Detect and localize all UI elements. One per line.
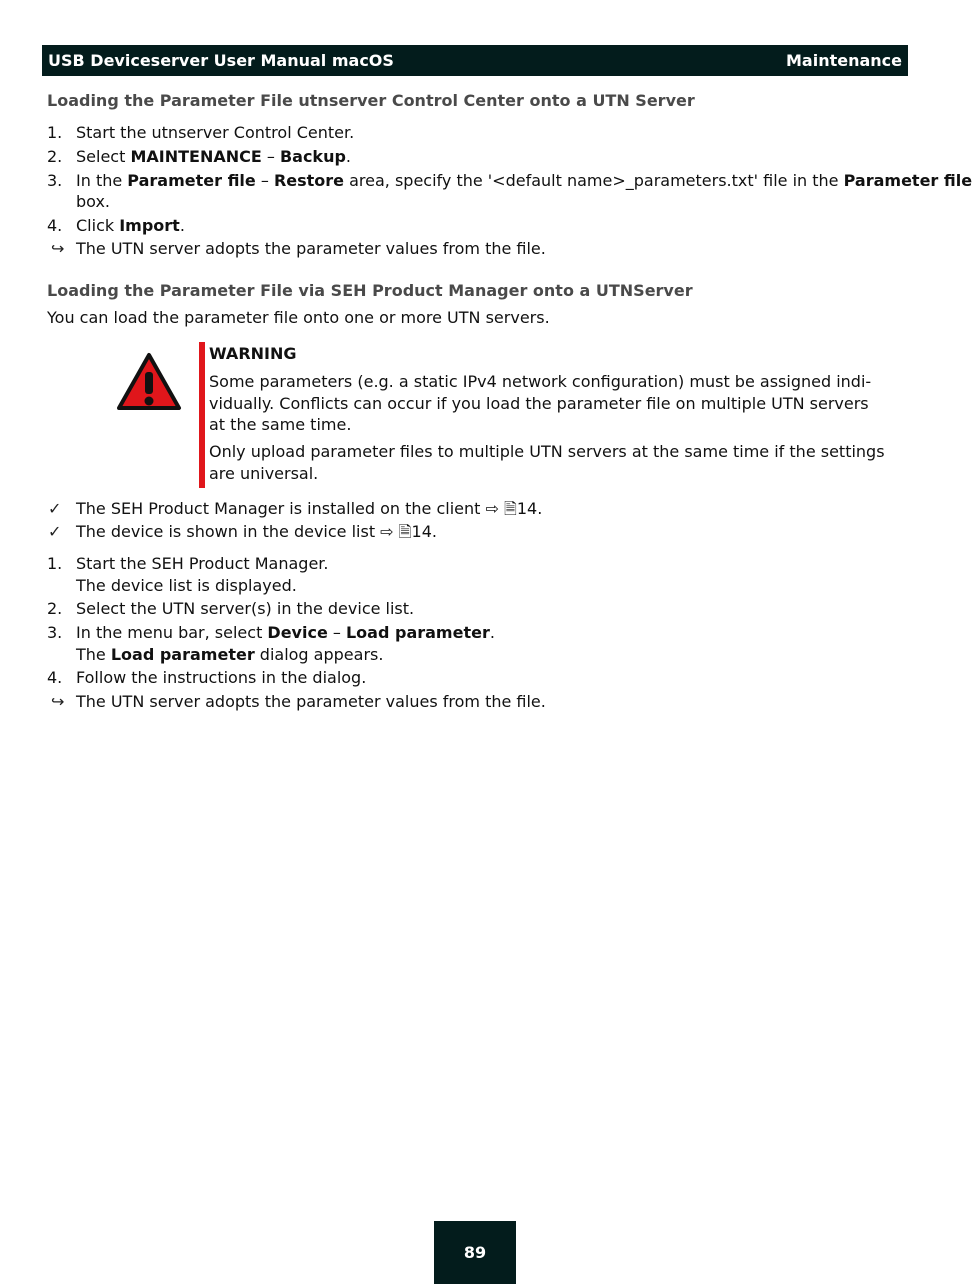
- step-number: 2.: [47, 599, 63, 618]
- page-header: [42, 45, 908, 76]
- page-reference-link[interactable]: ⇨ 🗎14.: [380, 522, 437, 541]
- warning-triangle-icon: [116, 352, 182, 412]
- step-number: 3.: [47, 171, 63, 190]
- step-text: Start the utnserver Control Center.: [76, 123, 355, 142]
- step-number: 4.: [47, 668, 63, 687]
- warning-line: vidually. Conflicts can occur if you load the parameter file on multiple UTN servers: [209, 394, 869, 413]
- page-number: 89: [434, 1221, 516, 1284]
- step-text: Select MAINTENANCE – Backup.: [76, 147, 352, 166]
- step-text: Start the SEH Product Manager.: [76, 554, 329, 573]
- checkmark-icon: ✓: [48, 522, 62, 541]
- step-subtext: The Load parameter dialog appears.: [76, 645, 384, 664]
- step-text-continued: box.: [76, 192, 111, 211]
- warning-title: WARNING: [209, 344, 297, 363]
- result-text: The UTN server adopts the parameter values from the file.: [76, 692, 546, 711]
- result-arrow-icon: ↪: [51, 692, 65, 711]
- section-heading-product-manager: Loading the Parameter File via SEH Product Manager onto a UTNServer: [47, 281, 693, 300]
- step-number: 4.: [47, 216, 63, 235]
- result-text: The UTN server adopts the parameter values from the file.: [76, 239, 546, 258]
- manual-title: USB Deviceserver User Manual macOS: [48, 51, 394, 70]
- section-title: Maintenance: [785, 51, 902, 70]
- checkmark-icon: ✓: [48, 499, 62, 518]
- prerequisite-item: The SEH Product Manager is installed on the client ⇨ 🗎14.: [76, 499, 543, 518]
- result-arrow-icon: ↪: [51, 239, 65, 258]
- step-text: In the Parameter file – Restore area, specify the '<default name>_parameters.txt' file in the Parameter file: [76, 171, 972, 190]
- warning-line: Only upload parameter files to multiple UTN servers at the same time if the settings: [209, 442, 885, 461]
- step-text: Click Import.: [76, 216, 185, 235]
- step-number: 2.: [47, 147, 63, 166]
- warning-line: are universal.: [209, 464, 319, 483]
- warning-line: Some parameters (e.g. a static IPv4 network configuration) must be assigned indi-: [209, 372, 872, 391]
- step-subtext: The device list is displayed.: [76, 576, 297, 595]
- step-number: 1.: [47, 554, 63, 573]
- step-text: Follow the instructions in the dialog.: [76, 668, 367, 687]
- warning-line: at the same time.: [209, 415, 352, 434]
- warning-accent-bar: [199, 342, 205, 488]
- section-heading-control-center: Loading the Parameter File utnserver Control Center onto a UTN Server: [47, 91, 695, 110]
- prerequisite-item: The device is shown in the device list ⇨ 🗎14.: [76, 522, 437, 541]
- section-intro: You can load the parameter file onto one or more UTN servers.: [47, 308, 550, 327]
- step-number: 1.: [47, 123, 63, 142]
- page-reference-link[interactable]: ⇨ 🗎14.: [485, 499, 543, 518]
- step-text: In the menu bar, select Device – Load parameter.: [76, 623, 495, 642]
- step-number: 3.: [47, 623, 63, 642]
- step-text: Select the UTN server(s) in the device list.: [76, 599, 415, 618]
